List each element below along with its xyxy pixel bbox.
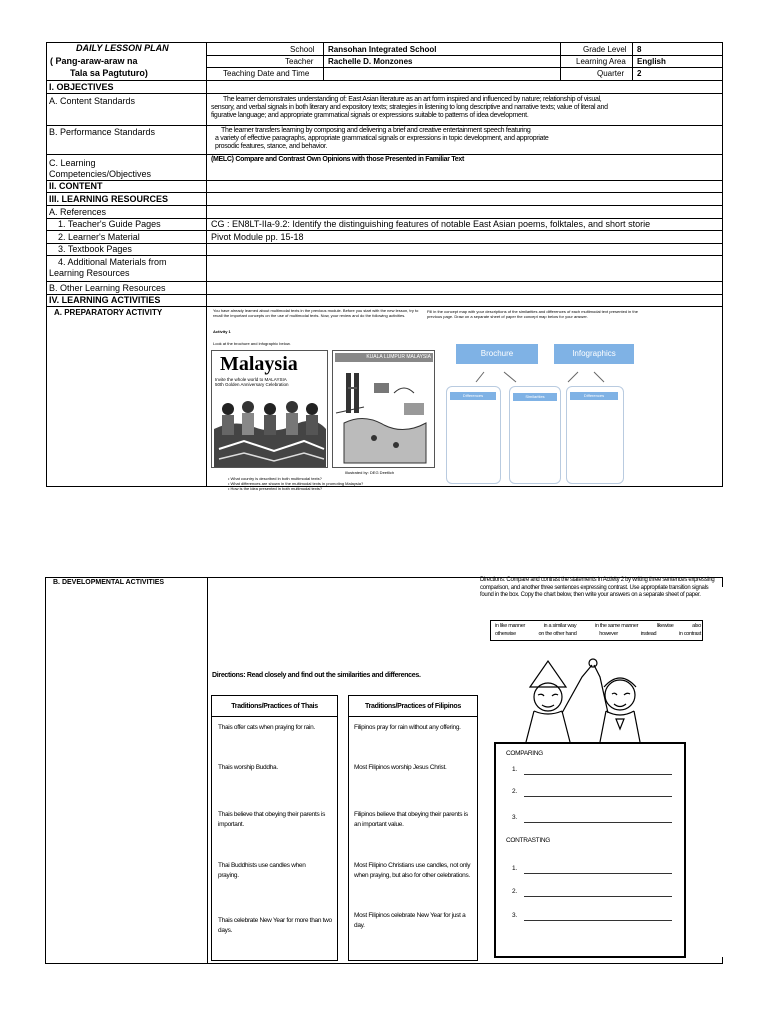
transition-signals-box (490, 620, 703, 641)
other-resources-label: B. Other Learning Resources (49, 283, 166, 293)
performance-standards-label: B. Performance Standards (49, 127, 156, 137)
area-label: Learning Area (576, 57, 626, 66)
differences-label-2: Differences (570, 392, 618, 400)
differences-column-1 (446, 386, 501, 484)
infographic-title: KUALA LUMPUR MALAYSIA (335, 353, 433, 362)
content-standards-label: A. Content Standards (49, 96, 136, 106)
thai-practice-item: Thais celebrate New Year for more than two days. (218, 917, 332, 934)
teacher-value: Rachelle D. Monzones (328, 57, 413, 66)
filipinos-column (348, 695, 478, 961)
festival-illustration (214, 389, 326, 467)
thai-practice-item: Thai Buddhists use candles when praying. (218, 862, 306, 879)
additional-materials-label: 4. Additional Materials from Learning Resources (49, 257, 167, 278)
signals-row-1: in like manner in a similar way in the same manner likewise also (495, 623, 701, 629)
preparatory-activity-label: A. PREPARATORY ACTIVITY (54, 308, 163, 317)
developmental-label: B. DEVELOPMENTAL ACTIVITIES (53, 579, 165, 586)
performance-standards-text: The learner transfers learning by composing and delivering a brief and creative entertainment speech featuring a variety of effective paragraphs, appropriate grammatical signals or expressions in topic development, and appropriate prosodic features, stance, and behavior. (215, 127, 549, 150)
date-label: Teaching Date and Time (223, 69, 310, 78)
textbook-label: 3. Textbook Pages (58, 244, 132, 254)
dev-directions-right: Directions: Compare and contrast the statements in Activity 2 by writing three sentences expressing comparison, and another three sentences expressing contrast. Use appropriate transition signals found in the box. Copy the chart below, then write your answers on a separate sheet of paper. (480, 577, 715, 598)
comparing-answer-line-1[interactable] (524, 774, 672, 775)
content-standards-text: The learner demonstrates understanding of: East Asian literature as an art form inspired and influenced by nature; relationship of visual, sensory, and verbal signals in both literary and expository texts; strategies in listening to long descriptive and narrative texts; value of literal and figurative language; and appropriate grammatical signals or expressions suitable to patterns of idea development. (211, 96, 608, 119)
malaysia-infographic-image (332, 350, 435, 468)
differences-label-1: Differences (450, 392, 496, 400)
prep-questions: • What country is described in both multimodal texts? • What differences are shown in the multimodal texts in promoting Malaysia? • How is the idea presented in both multimodal texts? (228, 476, 364, 491)
comparing-heading: COMPARING (506, 750, 543, 757)
teachers-guide-value: CG : EN8LT-IIa-9.2: Identify the distinguishing features of notable East Asian poems, folktales, and short storie (211, 219, 651, 229)
prep-intro: You have already learned about multimodal texts in the previous module. Before you start with the new lesson, try to recall the important concepts on the use of multimodal texts. Now, your review and do the following activities. (213, 308, 419, 318)
filipino-practice-item: Most Filipino Christians use candles, not only when praying, but also for other celebrations. (354, 862, 471, 879)
infographics-head: Infographics (554, 344, 634, 364)
concept-map-instructions: Fill in the concept map with your descriptions of the similarities and differences of each multimodal text presented in the previous page. Draw on a separate sheet of paper the concept map below for your answer. (427, 309, 638, 319)
differences-column-2 (566, 386, 624, 484)
malaysia-brochure-image (211, 350, 328, 468)
resources-heading: III. LEARNING RESOURCES (49, 194, 169, 204)
contrasting-heading: CONTRASTING (506, 837, 551, 844)
comparing-answer-line-2[interactable] (524, 796, 672, 797)
thai-practice-item: Thais believe that obeying their parents is important. (218, 811, 326, 828)
dev-directions-left: Directions: Read closely and find out the similarities and differences. (212, 672, 421, 679)
filipino-practice-item: Filipinos pray for rain without any offering. (354, 724, 461, 731)
teacher-label: Teacher (285, 57, 314, 66)
thais-heading: Traditions/Practices of Thais (231, 703, 318, 710)
filipino-practice-item: Most Filipinos worship Jesus Christ. (354, 764, 447, 771)
grade-value: 8 (637, 45, 642, 54)
quarter-label: Quarter (597, 69, 625, 78)
thai-practice-item: Thais worship Buddha. (218, 764, 278, 771)
brochure-head: Brochure (456, 344, 538, 364)
thai-practice-item: Thais offer cats when praying for rain. (218, 724, 315, 731)
contrasting-answer-line-1[interactable] (524, 873, 672, 874)
contrasting-answer-line-2[interactable] (524, 896, 672, 897)
prep-activity-label: Activity 1 (213, 329, 231, 334)
teachers-guide-label: 1. Teacher's Guide Pages (58, 219, 161, 229)
competencies-label: C. Learning Competencies/Objectives (49, 158, 152, 179)
plan-subtitle-2: Tala sa Pagtuturo) (70, 68, 148, 78)
comparing-answer-line-3[interactable] (524, 822, 672, 823)
signals-row-2: otherwise on the other hand however instead in contrast (495, 631, 701, 637)
infographic-illustration (334, 363, 434, 467)
plan-title: DAILY LESSON PLAN (76, 43, 169, 53)
objectives-heading: I. OBJECTIVES (49, 82, 114, 92)
concept-map-arrows (440, 370, 640, 386)
content-heading: II. CONTENT (49, 181, 103, 191)
filipinos-heading: Traditions/Practices of Filipinos (365, 703, 461, 710)
learners-material-label: 2. Learner's Material (58, 232, 140, 242)
activities-heading: IV. LEARNING ACTIVITIES (49, 295, 161, 305)
competencies-value: (MELC) Compare and Contrast Own Opinions with those Presented in Familiar Text (211, 156, 465, 163)
brochure-caption: Invite the whole world to MALAYSIA 50th Golden Anniversary Celebration (215, 377, 289, 387)
plan-subtitle: ( Pang-araw-araw na (50, 56, 138, 66)
answer-chart: COMPARING 1. 2. 3. CONTRASTING 1. 2. 3. (494, 742, 686, 958)
prep-look: Look at the brochure and infographic below. (213, 341, 291, 346)
filipino-practice-item: Filipinos believe that obeying their parents is an important value. (354, 811, 468, 828)
children-illustration (520, 647, 670, 742)
grade-label: Grade Level (583, 45, 627, 54)
quarter-value: 2 (637, 69, 642, 78)
school-label: School (290, 45, 315, 54)
similarities-label: Similarities (513, 393, 557, 401)
area-value: English (637, 57, 666, 66)
thais-column (211, 695, 338, 961)
filipino-practice-item: Most Filipinos celebrate New Year for just a day. (354, 912, 466, 929)
learners-material-value: Pivot Module pp. 15-18 (211, 232, 304, 242)
brochure-title: Malaysia (220, 353, 298, 375)
references-label: A. References (49, 207, 107, 217)
contrasting-answer-line-3[interactable] (524, 920, 672, 921)
illustration-credit: Illustrated by: DEG Deetlich (345, 470, 395, 475)
school-value: Ransohan Integrated School (328, 45, 437, 54)
